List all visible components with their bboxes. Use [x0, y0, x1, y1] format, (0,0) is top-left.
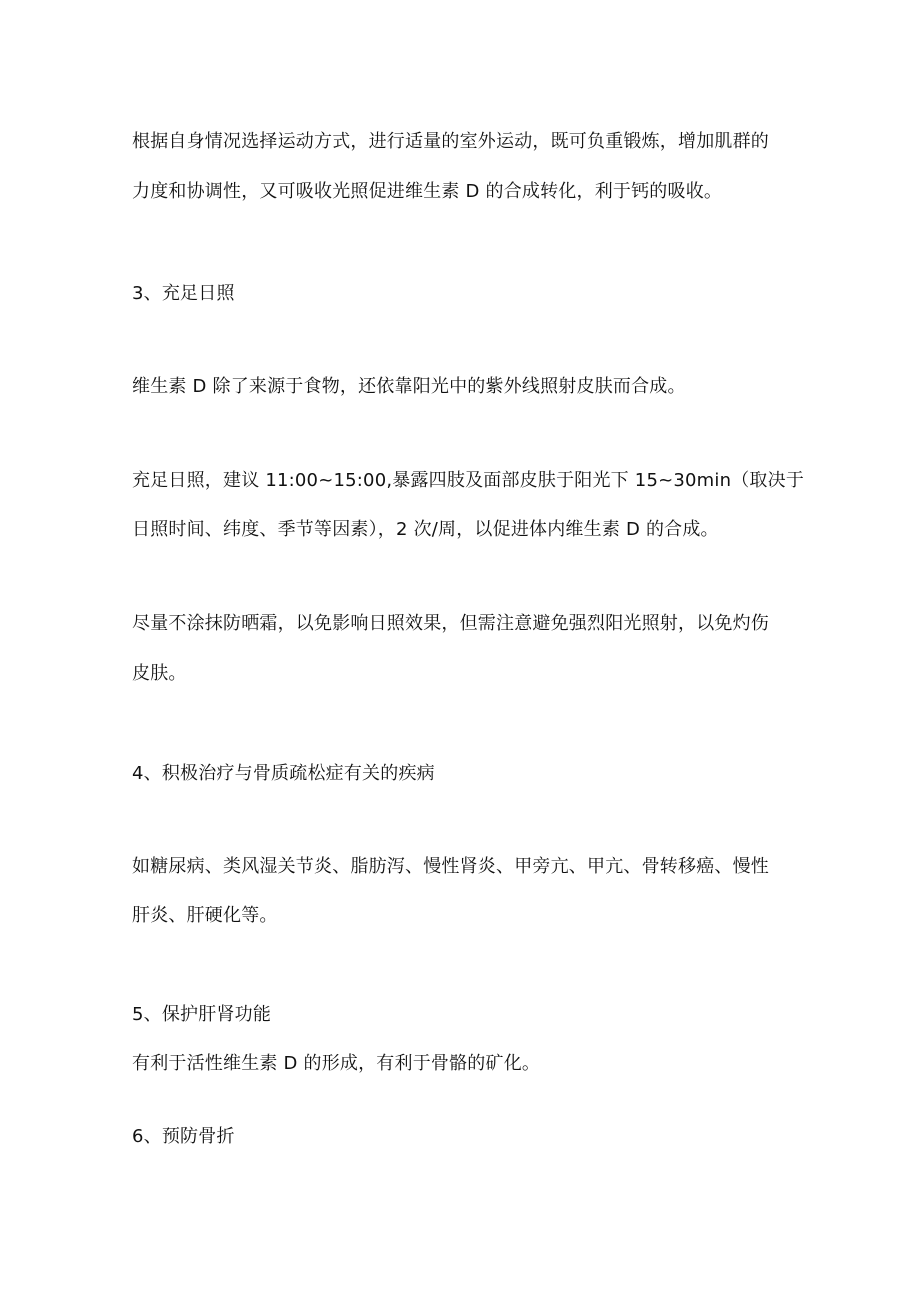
heading-liver-kidney: 5、保护肝肾功能	[132, 1004, 272, 1025]
paragraph-sunscreen-line-1: 尽量不涂抹防晒霜，以免影响日照效果，但需注意避免强烈阳光照射，以免灼伤	[132, 613, 769, 634]
paragraph-sunscreen-line-2: 皮肤。	[132, 663, 187, 684]
paragraph-sun-advice-line-2: 日照时间、纬度、季节等因素），2 次/周，以促进体内维生素 D 的合成。	[132, 519, 719, 540]
paragraph-diseases-line-2: 肝炎、肝硬化等。	[132, 905, 278, 926]
paragraph-sun-advice-line-1: 充足日照，建议 11:00~15:00,暴露四肢及面部皮肤于阳光下 15~30min（取决于	[132, 470, 805, 491]
heading-prevent-fracture: 6、预防骨折	[132, 1126, 235, 1147]
paragraph-exercise-line-1: 根据自身情况选择运动方式，进行适量的室外运动，既可负重锻炼，增加肌群的	[132, 131, 769, 152]
heading-treat-diseases: 4、积极治疗与骨质疏松症有关的疾病	[132, 763, 435, 784]
heading-sunlight: 3、充足日照	[132, 283, 235, 304]
paragraph-exercise-line-2: 力度和协调性，又可吸收光照促进维生素 D 的合成转化，利于钙的吸收。	[132, 181, 723, 202]
paragraph-vitamin-d: 维生素 D 除了来源于食物，还依靠阳光中的紫外线照射皮肤而合成。	[132, 376, 686, 397]
paragraph-liver-kidney: 有利于活性维生素 D 的形成，有利于骨骼的矿化。	[132, 1053, 541, 1074]
paragraph-diseases-line-1: 如糖尿病、类风湿关节炎、脂肪泻、慢性肾炎、甲旁亢、甲亢、骨转移癌、慢性	[132, 856, 769, 877]
